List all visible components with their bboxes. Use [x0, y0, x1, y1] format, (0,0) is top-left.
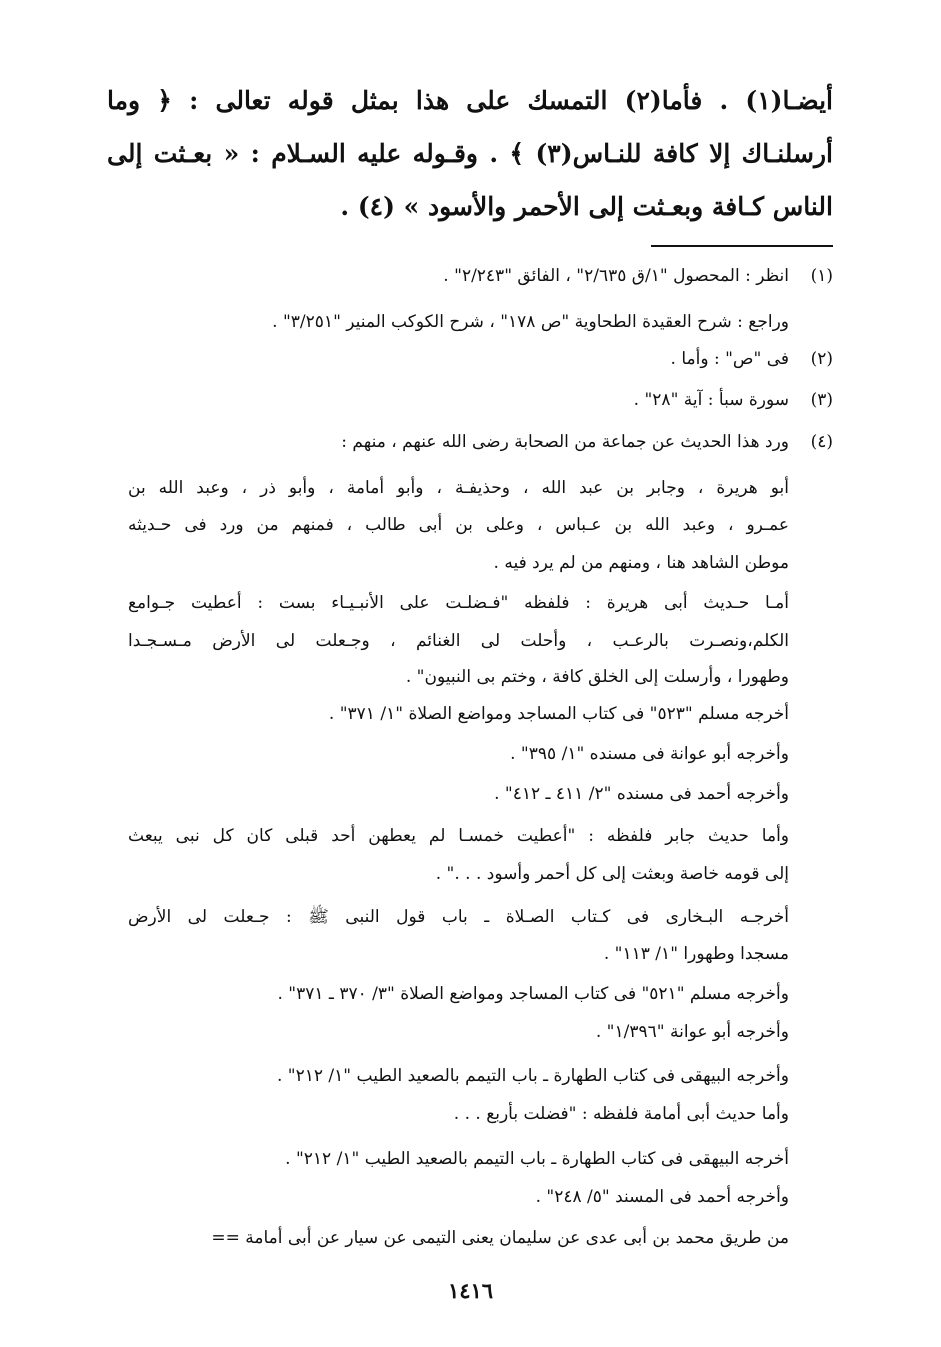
- footnote-line: وأخرجه مسلم "٥٢١" فى كتاب المساجد ومواضع الصلاة "٣/ ٣٧٠ ـ ٣٧١" .: [277, 984, 789, 1004]
- footnote-line: من طريق محمد بن أبى عدى عن سليمان يعنى التيمى عن سيار عن أبى أمامة ==: [211, 1228, 789, 1248]
- footnote-line: وأما حديث جابر فلفظه : "أعطيت خمسـا لم يعطهن أحد قبلى كان كل نبى يبعث: [128, 826, 789, 846]
- footnote-line: أخرجه مسلم "٥٢٣" فى كتاب المساجد ومواضع الصلاة "١/ ٣٧١" .: [328, 704, 789, 724]
- footnote-separator: [651, 245, 833, 247]
- footnote-line: وأخرجه أحمد فى مسنده "٢/ ٤١١ ـ ٤١٢" .: [494, 784, 789, 804]
- footnote-line: فى "ص" : وأما .: [670, 349, 789, 369]
- footnote-line: وأما حديث أبى أمامة فلفظه : "فضلت بأربع . . .: [453, 1104, 789, 1124]
- footnote-line: أمـا حـديث أبى هريرة : فلفظه "فـضلـت على الأنبـيـاء بست : أعطيت جـوامع: [128, 593, 789, 613]
- footnote-line: الكلم،ونصـرت بالرعـب ، وأحلت لى الغنائم ، وجـعلت لى الأرض مـسـجـدا: [128, 631, 789, 651]
- footnote-line: وأخرجه البيهقى فى كتاب الطهارة ـ باب التيمم بالصعيد الطيب "١/ ٢١٢" .: [276, 1066, 789, 1086]
- footnote-line: أخرجه البيهقى فى كتاب الطهارة ـ باب التيمم بالصعيد الطيب "١/ ٢١٢" .: [285, 1149, 789, 1169]
- footnote-line: وأخرجه أبو عوانة فى مسنده "١/ ٣٩٥" .: [510, 744, 789, 764]
- footnote-line: انظر : المحصول "١/ق ٢/٦٣٥" ، الفائق "٢/٢٤٣" .: [443, 266, 789, 286]
- footnote-line: سورة سبأ : آية "٢٨" .: [633, 390, 789, 410]
- footnote-line: ورد هذا الحديث عن جماعة من الصحابة رضى الله عنهم ، منهم :: [341, 432, 789, 452]
- footnote-line: إلى قومه خاصة وبعثت إلى كل أحمر وأسود . . ." .: [435, 864, 789, 884]
- footnote-number: (١): [810, 266, 833, 286]
- footnote-line: عمـرو ، وعبد الله بن عـباس ، وعلى بن أبى طالب ، فمنهم من ورد فى حـديثه: [128, 515, 789, 535]
- footnote-line: وأخرجه أبو عوانة "١/٣٩٦" .: [595, 1022, 789, 1042]
- footnote-line: وراجع : شرح العقيدة الطحاوية "ص ١٧٨" ، شرح الكوكب المنير "٣/٢٥١" .: [272, 312, 789, 332]
- footnote-line: مسجدا وطهورا "١/ ١١٣" .: [603, 944, 789, 964]
- footnote-line: وأخرجه أحمد فى المسند "٥/ ٢٤٨" .: [535, 1187, 789, 1207]
- footnote-line: أخرجـه البـخارى فى كـتاب الصـلاة ـ باب قول النبى ﷺ : جـعلت لى الأرض: [128, 907, 789, 927]
- footnote-line: وطهورا ، وأرسلت إلى الخلق كافة ، وختم بى النبيون" .: [405, 667, 789, 687]
- page-number: ١٤١٦: [447, 1278, 494, 1303]
- footnote-number: (٣): [810, 390, 833, 410]
- footnote-line: موطن الشاهد هنا ، ومنهم من لم يرد فيه .: [493, 553, 789, 573]
- footnote-line: أبو هريرة ، وجابر بن عبد الله ، وحذيفـة ، وأبو أمامة ، وأبو ذر ، وعبد الله بن: [128, 478, 789, 498]
- footnote-number: (٢): [810, 349, 833, 369]
- footnote-number: (٤): [810, 432, 833, 452]
- main-paragraph: أيضـا(١) . فأما(٢) التمسك على هذا بمثل قوله تعالى : ﴿ وما أرسلنـاك إلا كافة للنـاس(٣) ﴾ . وقـوله عليه السـلام : « بعـثت إلى الناس كـافة وبعـثت إلى الأحمر والأسود » (٤) .: [107, 86, 834, 221]
